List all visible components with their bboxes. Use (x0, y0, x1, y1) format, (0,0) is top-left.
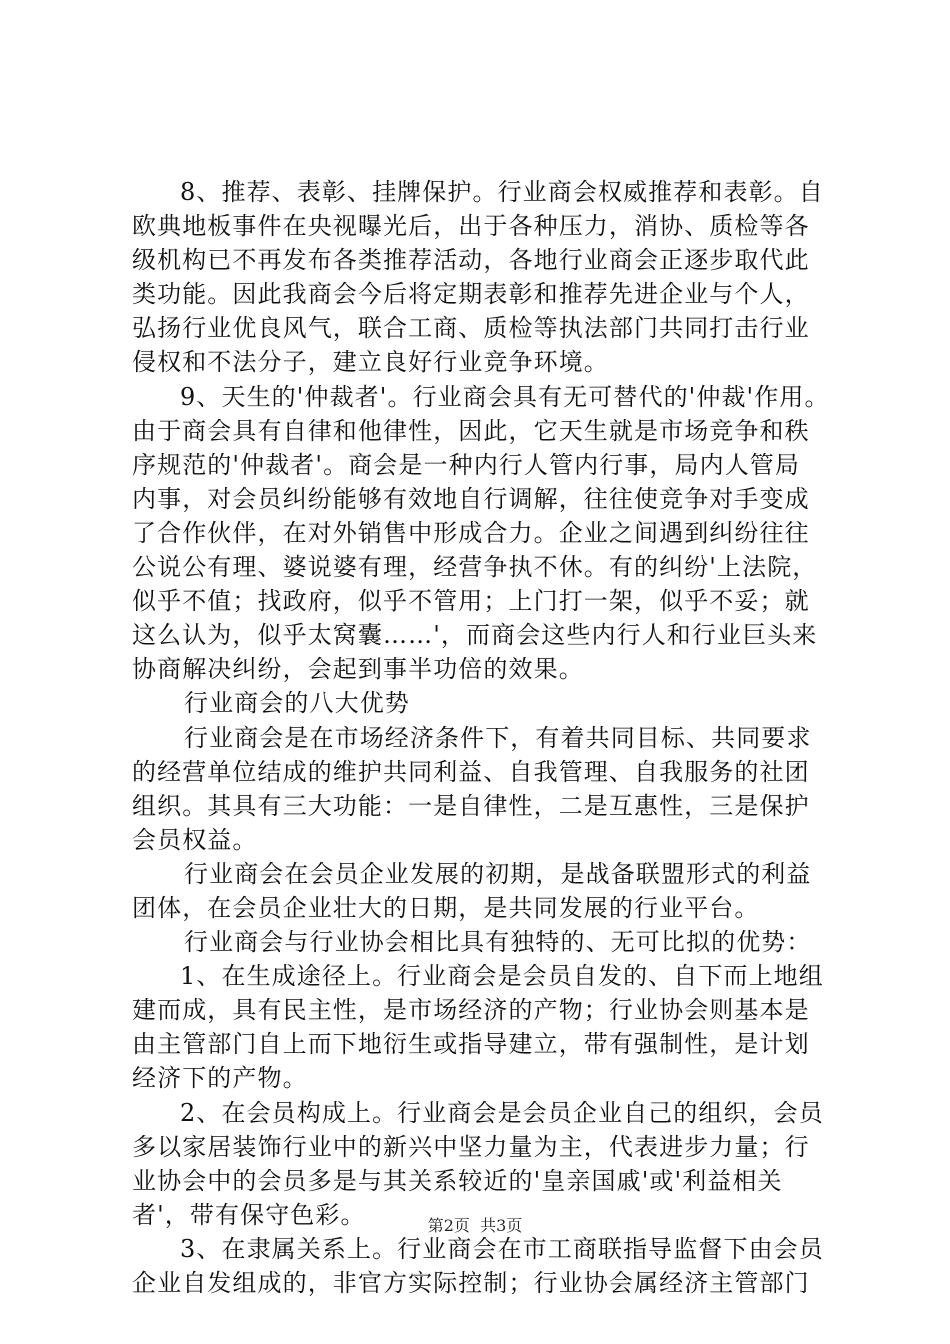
text-line: 经济下的产物。 (132, 1064, 308, 1093)
document-body (132, 175, 832, 1300)
text-line: 建而成，具有民主性，是市场经济的产物；行业协会则基本是 (132, 996, 810, 1025)
text-line: 由于商会具有自律和他律性，因此，它天生就是市场竞争和秩 (132, 416, 810, 445)
text-line: 者'，带有保守色彩。 (132, 1200, 366, 1229)
text-line: 行业商会是在市场经济条件下，有着共同目标、共同要求 (184, 723, 812, 752)
text-line: 9、天生的'仲裁者'。行业商会具有无可替代的'仲裁'作用。 (180, 382, 830, 411)
text-line: 会员权益。 (132, 825, 258, 854)
text-line: 行业商会与行业协会相比具有独特的、无可比拟的优势： (184, 928, 812, 957)
text-line: 企业自发组成的，非官方实际控制；行业协会属经济主管部门 (132, 1269, 810, 1297)
text-line: 2、在会员构成上。行业商会是会员企业自己的组织，会员 (180, 1098, 824, 1127)
text-line: 了合作伙伴，在对外销售中形成合力。企业之间遇到纠纷往往 (132, 518, 810, 547)
page-footer (0, 1216, 950, 1236)
text-line: 弘扬行业优良风气，联合工商、质检等执法部门共同打击行业 (132, 314, 810, 343)
text-line: 这么认为，似乎太窝囊……'，而商会这些内行人和行业巨头来 (132, 621, 818, 650)
text-line: 内事，对会员纠纷能够有效地自行调解，往往使竞争对手变成 (132, 484, 810, 513)
text-line: 似乎不值；找政府，似乎不管用；上门打一架，似乎不妥；就 (132, 587, 810, 616)
text-line: 组织。其具有三大功能：一是自律性，二是互惠性，三是保护 (132, 791, 810, 820)
text-line: 1、在生成途径上。行业商会是会员自发的、自下而上地组 (180, 962, 824, 991)
text-line: 3、在隶属关系上。行业商会在市工商联指导监督下由会员 (180, 1234, 824, 1263)
text-line: 公说公有理、婆说婆有理，经营争执不休。有的纠纷'上法院， (132, 553, 818, 582)
text-line: 的经营单位结成的维护共同利益、自我管理、自我服务的社团 (132, 757, 810, 786)
text-line: 序规范的'仲裁者'。商会是一种内行人管内行事，局内人管局 (132, 450, 800, 479)
text-line: 业协会中的会员多是与其关系较近的'皇亲国戚'或'利益相关 (132, 1166, 783, 1195)
page-number: 第2页 (427, 1216, 470, 1235)
text-line: 多以家居装饰行业中的新兴中坚力量为主，代表进步力量；行 (132, 1132, 810, 1161)
text-line: 欧典地板事件在央视曝光后，出于各种压力，消协、质检等各 (132, 212, 810, 241)
text-line: 行业商会在会员企业发展的初期，是战备联盟形式的利益 (184, 859, 812, 888)
text-line: 团体，在会员企业壮大的日期，是共同发展的行业平台。 (132, 893, 760, 922)
text-line: 8、推荐、表彰、挂牌保护。行业商会权威推荐和表彰。自 (180, 178, 824, 206)
text-line: 级机构已不再发布各类推荐活动，各地行业商会正逐步取代此 (132, 246, 810, 275)
page-total: 共3页 (480, 1216, 523, 1235)
text-line: 由主管部门自上而下地衍生或指导建立，带有强制性，是计划 (132, 1030, 810, 1059)
text-line: 类功能。因此我商会今后将定期表彰和推荐先进企业与个人， (132, 280, 810, 309)
text-line: 行业商会的八大优势 (184, 689, 410, 718)
text-line: 协商解决纠纷，会起到事半功倍的效果。 (132, 655, 584, 684)
text-line: 侵权和不法分子，建立良好行业竞争环境。 (132, 348, 609, 377)
